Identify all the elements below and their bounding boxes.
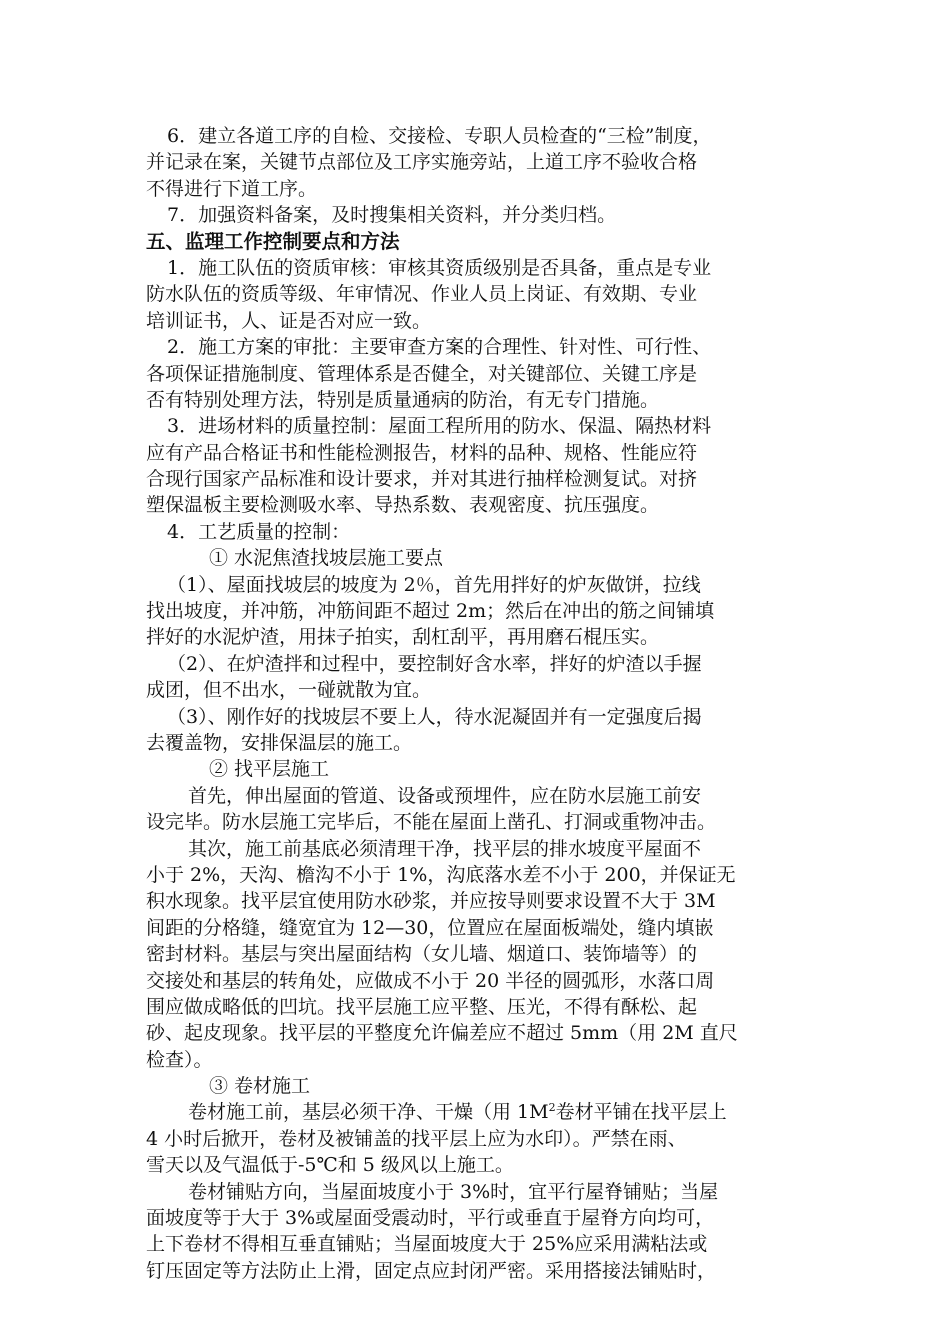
text-line [146, 1152, 826, 1178]
line-text: 应有产品合格证书和性能检测报告，材料的品种、规格、性能应符 [146, 441, 698, 464]
text-line [146, 281, 826, 307]
text-line [146, 862, 826, 888]
text-line [146, 308, 826, 334]
superscript: 2 [548, 1101, 556, 1115]
text-line [146, 123, 826, 149]
text-line [146, 519, 826, 545]
text-line [146, 202, 826, 228]
line-text: 间距的分格缝，缝宽宜为 12—30，位置应在屋面板端处，缝内填嵌 [146, 916, 714, 939]
line-text: 成团，但不出水，一碰就散为宜。 [146, 679, 432, 702]
text-line [146, 361, 826, 387]
line-text: （3）、刚作好的找坡层不要上人，待水泥凝固并有一定强度后揭 [167, 705, 702, 728]
line-text: 卷材铺贴方向，当屋面坡度小于 3%时，宜平行屋脊铺贴；当屋 [188, 1180, 719, 1203]
text-line [146, 915, 826, 941]
section-heading [146, 229, 826, 255]
line-text: 培训证书，人、证是否对应一致。 [146, 309, 432, 332]
line-text: 4．工艺质量的控制： [167, 520, 351, 543]
text-line [146, 466, 826, 492]
line-text: 防水队伍的资质等级、年审情况、作业人员上岗证、有效期、专业 [146, 283, 698, 306]
line-text-continued: 卷材平铺在找平层上 [555, 1101, 727, 1124]
line-text: 检查）。 [146, 1048, 213, 1071]
line-text: 拌好的水泥炉渣，用抹子拍实，刮杠刮平，再用磨石棍压实。 [146, 626, 660, 649]
line-text: 不得进行下道工序。 [146, 177, 318, 200]
text-line [146, 1099, 826, 1125]
line-text: 1．施工队伍的资质审核：审核其资质级别是否具备，重点是专业 [167, 256, 712, 279]
line-text: 合现行国家产品标准和设计要求，并对其进行抽样检测复试。对挤 [146, 468, 698, 491]
text-line [146, 1258, 826, 1284]
line-text: 其次，施工前基底必须清理干净，找平层的排水坡度平屋面不 [188, 837, 702, 860]
text-line [146, 149, 826, 175]
text-line [146, 941, 826, 967]
text-line [146, 413, 826, 439]
text-line [146, 624, 826, 650]
text-line [146, 334, 826, 360]
line-text: 面坡度等于大于 3%或屋面受震动时，平行或垂直于屋脊方向均可， [146, 1207, 715, 1230]
line-text: 2．施工方案的审批：主要审查方案的合理性、针对性、可行性、 [167, 336, 712, 359]
line-text: 交接处和基层的转角处，应做成不小于 20 半径的圆弧形，水落口周 [146, 969, 715, 992]
text-line [146, 440, 826, 466]
document-body [146, 123, 826, 1284]
line-text: ② 找平层施工 [209, 758, 330, 781]
line-text: 否有特别处理方法，特别是质量通病的防治，有无专门措施。 [146, 388, 660, 411]
text-line [146, 1231, 826, 1257]
text-line [146, 572, 826, 598]
line-text: 4 小时后掀开，卷材及被铺盖的找平层上应为水印）。严禁在雨、 [146, 1127, 687, 1150]
line-text: 卷材施工前，基层必须干净、干燥（用 1M [188, 1101, 549, 1124]
line-text: 设完毕。防水层施工完毕后，不能在屋面上凿孔、打洞或重物冲击。 [146, 811, 717, 834]
text-line [146, 836, 826, 862]
line-text: （1）、屋面找坡层的坡度为 2％，首先用拌好的炉灰做饼，拉线 [167, 573, 701, 596]
line-text: ③ 卷材施工 [209, 1075, 311, 1098]
text-line [146, 598, 826, 624]
text-line [146, 545, 826, 571]
line-text: 各项保证措施制度、管理体系是否健全，对关键部位、关键工序是 [146, 362, 698, 385]
text-line [146, 255, 826, 281]
line-text: ① 水泥焦渣找坡层施工要点 [209, 547, 444, 570]
line-text: 找出坡度，并冲筋，冲筋间距不超过 2m；然后在冲出的筋之间铺填 [146, 600, 715, 623]
text-line [146, 1020, 826, 1046]
line-text: 小于 2%，天沟、檐沟不小于 1%，沟底落水差不小于 200，并保证无 [146, 863, 736, 886]
text-line [146, 1047, 826, 1073]
line-text: 首先，伸出屋面的管道、设备或预埋件，应在防水层施工前安 [188, 784, 702, 807]
text-line [146, 1126, 826, 1152]
line-text: 并记录在案，关键节点部位及工序实施旁站，上道工序不验收合格 [146, 151, 698, 174]
text-line [146, 809, 826, 835]
text-line [146, 176, 826, 202]
text-line [146, 1205, 826, 1231]
text-line [146, 730, 826, 756]
line-text: 上下卷材不得相互垂直铺贴；当屋面坡度大于 25%应采用满粘法或 [146, 1233, 708, 1256]
text-line [146, 888, 826, 914]
line-text: 7．加强资料备案，及时搜集相关资料，并分类归档。 [167, 204, 617, 227]
line-text: 钉压固定等方法防止上滑，固定点应封闭严密。采用搭接法铺贴时， [146, 1259, 717, 1282]
text-line [146, 1073, 826, 1099]
line-text: 雪天以及气温低于-5℃和 5 级风以上施工。 [146, 1154, 514, 1177]
line-text: 砂、起皮现象。找平层的平整度允许偏差应不超过 5mm（用 2M 直尺 [146, 1022, 738, 1045]
text-line [146, 783, 826, 809]
line-text: 积水现象。找平层宜使用防水砂浆，并应按导则要求设置不大于 3M [146, 890, 716, 913]
text-line [146, 677, 826, 703]
line-text: 围应做成略低的凹坑。找平层施工应平整、压光，不得有酥松、起 [146, 995, 698, 1018]
line-text: 塑保温板主要检测吸水率、导热系数、表观密度、抗压强度。 [146, 494, 660, 517]
line-text: 密封材料。基层与突出屋面结构（女儿墙、烟道口、装饰墙等）的 [146, 943, 698, 966]
text-line [146, 1179, 826, 1205]
text-line [146, 492, 826, 518]
line-text: 6．建立各道工序的自检、交接检、专职人员检查的“三检”制度， [167, 125, 712, 147]
text-line [146, 756, 826, 782]
text-line [146, 651, 826, 677]
line-text: 3．进场材料的质量控制：屋面工程所用的防水、保温、隔热材料 [167, 415, 712, 438]
text-line [146, 704, 826, 730]
line-text: 五、监理工作控制要点和方法 [146, 229, 400, 253]
text-line [146, 994, 826, 1020]
line-text: （2）、在炉渣拌和过程中，要控制好含水率，拌好的炉渣以手握 [167, 652, 702, 675]
text-line [146, 968, 826, 994]
text-line [146, 387, 826, 413]
line-text: 去覆盖物，安排保温层的施工。 [146, 731, 413, 754]
